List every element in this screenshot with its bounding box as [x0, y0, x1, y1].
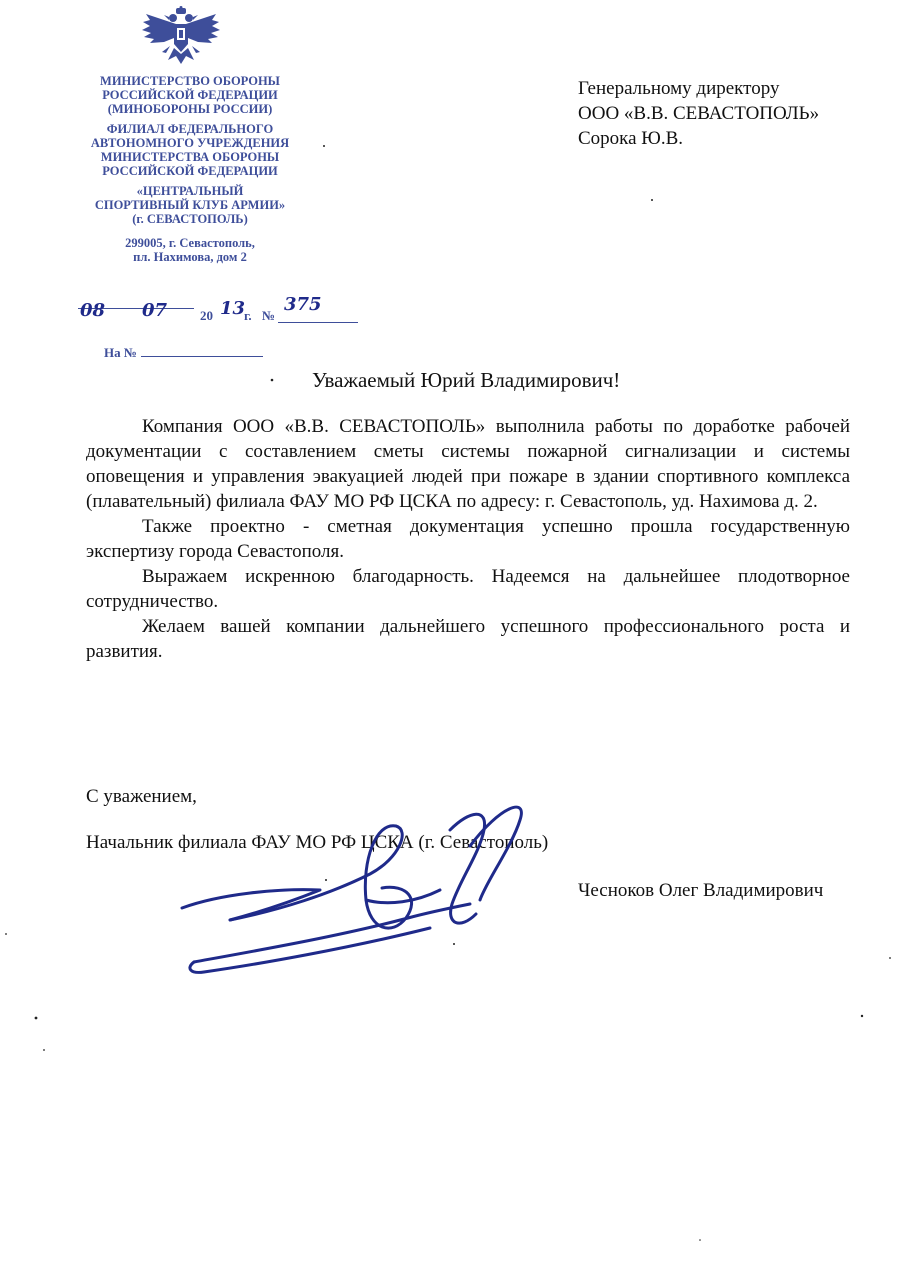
addressee-line: Сорока Ю.В.	[578, 128, 684, 149]
letterhead-line: МИНИСТЕРСТВА ОБОРОНЫ	[100, 150, 280, 164]
body-paragraph: Выражаем искренною благодарность. Надеемся на дальнейшее плодотворное сотрудничество.	[86, 566, 850, 612]
reference-line	[104, 344, 263, 361]
letterhead-line: РОССИЙСКОЙ ФЕДЕРАЦИИ	[102, 88, 278, 102]
letterhead-line: «ЦЕНТРАЛЬНЫЙ	[136, 184, 244, 198]
letterhead-line: (г. СЕВАСТОПОЛЬ)	[132, 212, 248, 226]
reference-blank	[141, 344, 263, 357]
addressee-line: Генеральному директору	[578, 78, 780, 99]
eagle-emblem-icon	[140, 6, 222, 72]
number-label: №	[262, 308, 276, 323]
letterhead-line: МИНИСТЕРСТВО ОБОРОНЫ	[100, 74, 280, 88]
date-day: 08	[80, 300, 106, 321]
letterhead-line: ФИЛИАЛ ФЕДЕРАЛЬНОГО	[106, 122, 274, 136]
signatory-name: Чесноков Олег Владимирович	[578, 880, 824, 901]
letter-body	[86, 414, 850, 664]
salutation: Уважаемый Юрий Владимирович!	[312, 368, 621, 392]
addressee-block	[578, 76, 819, 151]
date-year-suffix: 13	[220, 298, 246, 319]
number-value: 375	[284, 294, 322, 315]
handwritten-signature	[170, 790, 570, 990]
body-paragraph: Желаем вашей компании дальнейшего успешного профессионального роста и развития.	[86, 616, 850, 662]
registration-line	[78, 294, 378, 326]
letterhead	[60, 74, 320, 264]
letterhead-address-line: пл. Нахимова, дом 2	[133, 250, 247, 264]
body-paragraph: Также проектно - сметная документация успешно прошла государственную экспертизу города Севастополя.	[86, 516, 850, 562]
closing: С уважением,	[86, 786, 197, 807]
date-month: 07	[142, 300, 168, 321]
letterhead-line: СПОРТИВНЫЙ КЛУБ АРМИИ»	[94, 198, 286, 212]
date-year-prefix: 20	[200, 308, 213, 323]
reference-label: На №	[104, 345, 137, 360]
body-paragraph: Компания ООО «В.В. СЕВАСТОПОЛЬ» выполнила работы по доработке рабочей документации с составлением сметы системы пожарной сигнализации и системы оповещения и управления эвакуацией людей при пожаре в здании спортивного комплекса (плавательный) филиала ФАУ МО РФ ЦСКА по адресу: г. Севастополь, уд. Нахимова д. 2.	[86, 416, 850, 512]
letterhead-line: РОССИЙСКОЙ ФЕДЕРАЦИИ	[102, 164, 278, 178]
letterhead-line: АВТОНОМНОГО УЧРЕЖДЕНИЯ	[90, 136, 290, 150]
year-suffix-label: г.	[244, 308, 252, 323]
addressee-line: ООО «В.В. СЕВАСТОПОЛЬ»	[578, 103, 820, 124]
signatory-position: Начальник филиала ФАУ МО РФ ЦСКА (г. Севастополь)	[86, 832, 549, 853]
letterhead-address-line: 299005, г. Севастополь,	[125, 236, 255, 250]
letterhead-line: (МИНОБОРОНЫ РОССИИ)	[107, 102, 273, 116]
